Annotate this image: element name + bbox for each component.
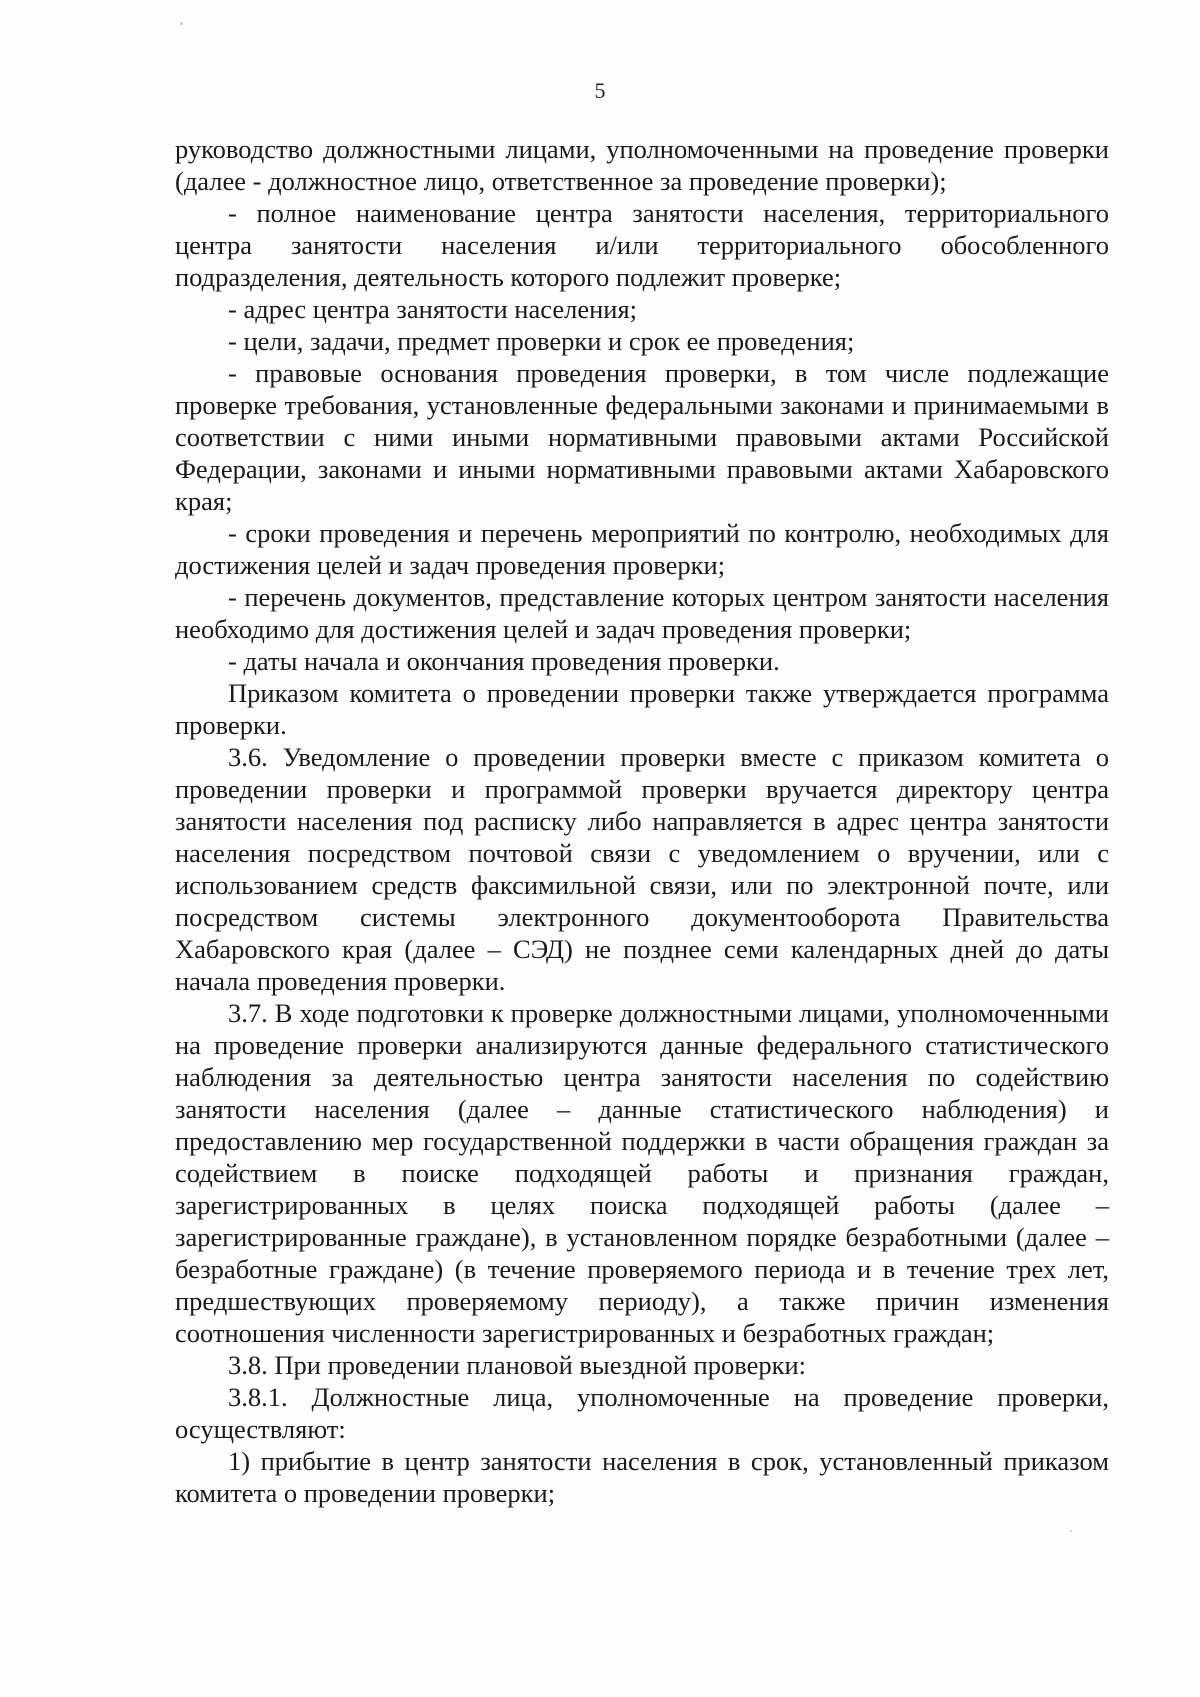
list-item: - правовые основания проведения проверки, в том числе подлежащие проверке требования, установленные федеральными законами и принимаемыми в соответствии с ними иными нормативными правовыми актами Российской Федерации, законами и иными нормативными правовыми актами Хабаровского края; (175, 358, 1109, 516)
section-3-6: 3.6. Уведомление о проведении проверки вместе с приказом комитета о проведении проверки и программой проверки вручается директору центра занятости населения под расписку либо направляется в адрес центра занятости населения посредством почтовой связи с уведомлением о вручении, или с использованием средств факсимильной связи, или по электронной почте, или посредством системы электронного документооборота Правительства Хабаровского края (далее – СЭД) не позднее семи календарных дней до даты начала проведения проверки. (175, 742, 1109, 996)
paragraph: руководство должностными лицами, уполномоченными на проведение проверки (далее - должностное лицо, ответственное за проведение проверки); (175, 134, 1109, 196)
section-3-8: 3.8. При проведении плановой выездной проверки: (228, 1350, 807, 1380)
page-number: 5 (594, 78, 606, 103)
paragraph: Приказом комитета о проведении проверки также утверждается программа проверки. (175, 678, 1109, 740)
list-item: - сроки проведения и перечень мероприятий по контролю, необходимых для достижения целей и задач проведения проверки; (175, 518, 1109, 580)
numbered-item: 1) прибытие в центр занятости населения в срок, установленный приказом комитета о проведении проверки; (175, 1446, 1109, 1508)
scan-speck (180, 22, 183, 25)
scan-speck (1070, 1530, 1072, 1532)
section-3-7: 3.7. В ходе подготовки к проверке должностными лицами, уполномоченными на проведение проверки анализируются данные федерального статистического наблюдения за деятельностью центра занятости населения по содействию занятости населения (далее – данные статистического наблюдения) и предоставлению мер государственной поддержки в части обращения граждан за содействием в поиске подходящей работы и признания граждан, зарегистрированных в целях поиска подходящей работы (далее – зарегистрированные граждане), в установленном порядке безработными (далее – безработные граждане) (в течение проверяемого периода и в течение трех лет, предшествующих проверяемому периоду), а также причин изменения соотношения численности зарегистрированных и безработных граждан; (175, 998, 1109, 1348)
document-body (175, 133, 1109, 1509)
list-item: - даты начала и окончания проведения проверки. (228, 646, 780, 676)
list-item: - цели, задачи, предмет проверки и срок ее проведения; (228, 326, 855, 356)
section-3-8-1: 3.8.1. Должностные лица, уполномоченные на проведение проверки, осуществляют: (175, 1382, 1109, 1444)
list-item: - перечень документов, представление которых центром занятости населения необходимо для достижения целей и задач проведения проверки; (175, 582, 1109, 644)
list-item: - полное наименование центра занятости населения, территориального центра занятости населения и/или территориального обособленного подразделения, деятельность которого подлежит проверке; (175, 198, 1109, 292)
list-item: - адрес центра занятости населения; (228, 294, 638, 324)
